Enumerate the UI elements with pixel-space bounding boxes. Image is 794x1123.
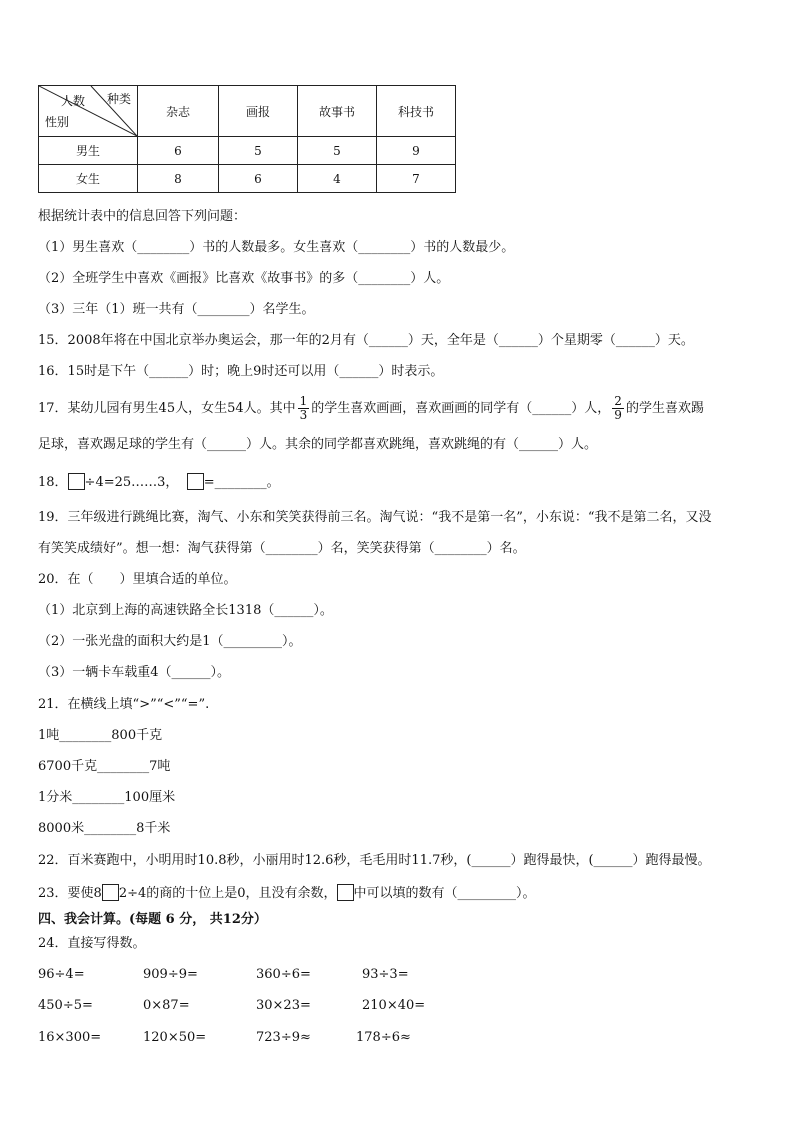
question-19-line2: 有笑笑成绩好”。想一想：淘气获得第（________）名，笑笑获得第（________）名。 xyxy=(38,541,526,556)
table-cell: 6 xyxy=(138,137,219,165)
calc-item: 93÷3= xyxy=(362,967,409,982)
question-17-line2: 足球，喜欢踢足球的学生有（______）人。其余的同学都喜欢跳绳，喜欢跳绳的有（______）人。 xyxy=(38,437,598,452)
fraction-two-ninths: $\frac{2}{9}$ xyxy=(614,394,622,422)
intro-text: 根据统计表中的信息回答下列问题： xyxy=(38,209,247,224)
question-20: 20．在（ ）里填合适的单位。 xyxy=(38,572,237,587)
row-label: 男生 xyxy=(39,137,138,165)
col-header: 画报 xyxy=(219,86,298,137)
calc-item: 178÷6≈ xyxy=(356,1030,411,1045)
calc-item: 723÷9≈ xyxy=(256,1030,311,1045)
question-15: 15．2008年将在中国北京举办奥运会，那一年的2月有（______）天，全年是（______）个星期零（______）天。 xyxy=(38,333,694,348)
calc-item: 16×300= xyxy=(38,1030,102,1045)
q17-text-b: 的学生喜欢画画，喜欢画画的同学有（______）人， xyxy=(311,401,611,416)
question-3: （3）三年（1）班一共有（________）名学生。 xyxy=(38,302,315,317)
fraction-one-third: $\frac{1}{3}$ xyxy=(299,394,308,422)
calc-item: 120×50= xyxy=(143,1030,207,1045)
statistics-table xyxy=(38,85,456,193)
calc-item: 360÷6= xyxy=(256,967,311,982)
col-header: 科技书 xyxy=(377,86,456,137)
q17-text-c: 的学生喜欢踢 xyxy=(625,401,704,416)
blank-box[interactable] xyxy=(337,884,354,901)
blank-box[interactable] xyxy=(187,473,204,490)
table-row xyxy=(39,165,456,193)
table-header-row xyxy=(39,86,456,137)
table-cell: 5 xyxy=(298,137,377,165)
question-21-2: 6700千克________7吨 xyxy=(38,759,171,774)
question-23: 23．要使8 2÷4的商的十位上是0，且没有余数， 中可以填的数有（_________）。 xyxy=(38,886,536,901)
col-header: 故事书 xyxy=(298,86,377,137)
table-cell: 4 xyxy=(298,165,377,193)
calc-item: 909÷9= xyxy=(143,967,198,982)
header-gender: 性别 xyxy=(45,115,70,129)
table-diagonal-header xyxy=(39,86,138,137)
header-category: 种类 xyxy=(106,92,131,106)
calc-item: 30×23= xyxy=(256,998,311,1013)
q17-text-a: 17．某幼儿园有男生45人，女生54人。其中 xyxy=(38,401,296,416)
table-cell: 6 xyxy=(219,165,298,193)
row-label: 女生 xyxy=(39,165,138,193)
question-20-3: （3）一辆卡车载重4（______）。 xyxy=(38,665,231,680)
question-22: 22．百米赛跑中，小明用时10.8秒，小丽用时12.6秒，毛毛用时11.7秒，(______）跑得最快，(______）跑得最慢。 xyxy=(38,853,711,868)
question-16: 16．15时是下午（______）时；晚上9时还可以用（______）时表示。 xyxy=(38,364,444,379)
question-17-line1 xyxy=(38,394,704,424)
question-20-2: （2）一张光盘的面积大约是1（_________）。 xyxy=(38,634,302,649)
blank-box[interactable] xyxy=(102,884,119,901)
calc-item: 96÷4= xyxy=(38,967,85,982)
blank-box[interactable] xyxy=(68,473,85,490)
table-cell: 5 xyxy=(219,137,298,165)
question-1: （1）男生喜欢（________）书的人数最多。女生喜欢（________）书的人数最少。 xyxy=(38,240,515,255)
question-18: 18． ÷4=25……3， =________。 xyxy=(38,475,280,490)
table-cell: 9 xyxy=(377,137,456,165)
question-21-1: 1吨________800千克 xyxy=(38,728,163,743)
calc-item: 450÷5= xyxy=(38,998,93,1013)
question-21-4: 8000米________8千米 xyxy=(38,821,171,836)
section-4-heading: 四、我会计算。(每题 6 分， 共12分） xyxy=(38,912,267,927)
question-21-3: 1分米________100厘米 xyxy=(38,790,176,805)
question-19-line1: 19．三年级进行跳绳比赛，淘气、小东和笑笑获得前三名。淘气说：“我不是第一名”，小东说：“我不是第二名，又没 xyxy=(38,510,712,525)
question-24: 24．直接写得数。 xyxy=(38,936,146,951)
question-2: （2）全班学生中喜欢《画报》比喜欢《故事书》的多（________）人。 xyxy=(38,271,450,286)
header-count: 人数 xyxy=(61,94,86,108)
table-cell: 7 xyxy=(377,165,456,193)
question-20-1: （1）北京到上海的高速铁路全长1318（______）。 xyxy=(38,603,333,618)
col-header: 杂志 xyxy=(138,86,219,137)
question-21: 21．在横线上填“>”“<”“=”. xyxy=(38,697,210,712)
calc-item: 0×87= xyxy=(143,998,190,1013)
table-cell: 8 xyxy=(138,165,219,193)
calc-item: 210×40= xyxy=(362,998,426,1013)
table-row xyxy=(39,137,456,165)
